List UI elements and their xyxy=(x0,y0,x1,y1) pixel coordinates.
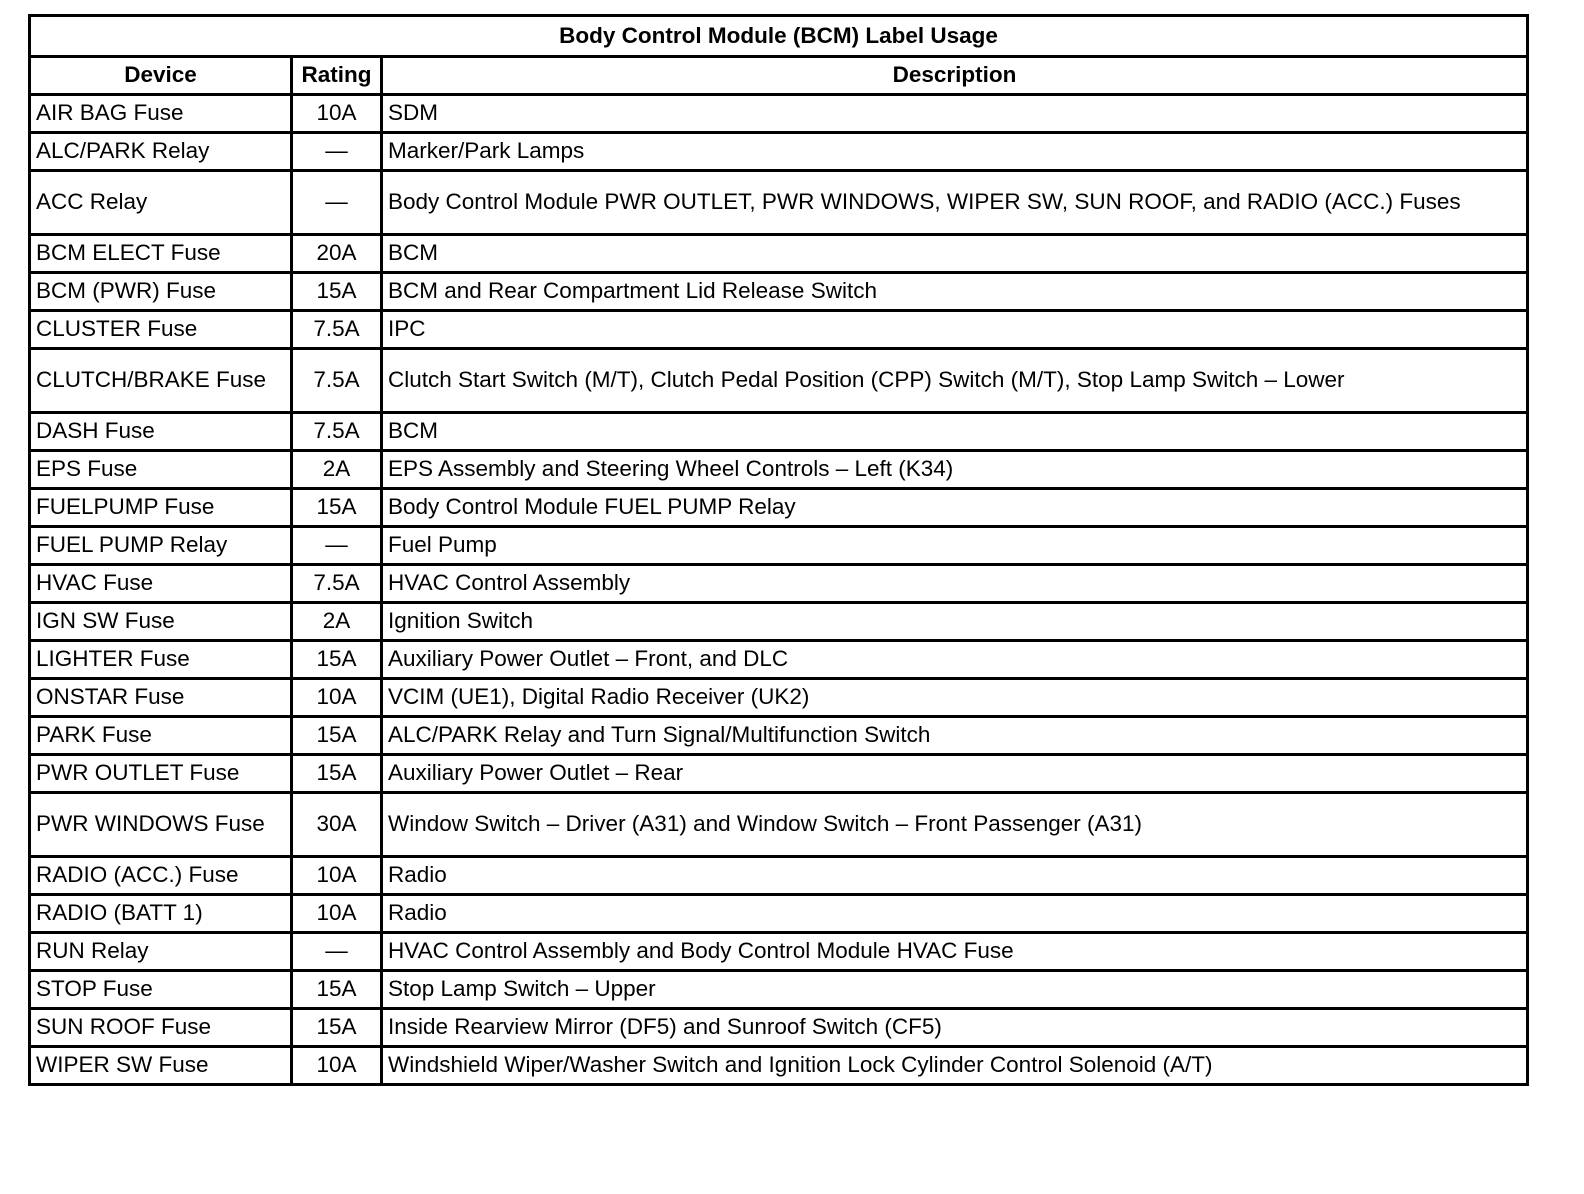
table-row xyxy=(30,273,1528,311)
device-cell: EPS Fuse xyxy=(30,451,292,489)
rating-cell: — xyxy=(292,133,382,171)
rating-cell: 7.5A xyxy=(292,311,382,349)
table-row xyxy=(30,641,1528,679)
rating-cell: 15A xyxy=(292,273,382,311)
table-row xyxy=(30,1009,1528,1047)
device-cell: LIGHTER Fuse xyxy=(30,641,292,679)
description-cell: BCM and Rear Compartment Lid Release Switch xyxy=(382,273,1528,311)
rating-cell: 10A xyxy=(292,679,382,717)
table-title-row xyxy=(30,16,1528,57)
description-cell: Windshield Wiper/Washer Switch and Ignition Lock Cylinder Control Solenoid (A/T) xyxy=(382,1047,1528,1085)
description-cell: Inside Rearview Mirror (DF5) and Sunroof Switch (CF5) xyxy=(382,1009,1528,1047)
device-cell: CLUSTER Fuse xyxy=(30,311,292,349)
description-cell: Auxiliary Power Outlet – Front, and DLC xyxy=(382,641,1528,679)
table-row xyxy=(30,755,1528,793)
rating-cell: 10A xyxy=(292,895,382,933)
table-row xyxy=(30,857,1528,895)
description-cell: Body Control Module PWR OUTLET, PWR WINDOWS, WIPER SW, SUN ROOF, and RADIO (ACC.) Fuses xyxy=(382,171,1528,235)
table-header-row xyxy=(30,57,1528,95)
table-row xyxy=(30,793,1528,857)
description-cell: Radio xyxy=(382,857,1528,895)
rating-cell: 10A xyxy=(292,1047,382,1085)
rating-cell: 20A xyxy=(292,235,382,273)
device-cell: STOP Fuse xyxy=(30,971,292,1009)
device-cell: PARK Fuse xyxy=(30,717,292,755)
table-row xyxy=(30,349,1528,413)
device-cell: SUN ROOF Fuse xyxy=(30,1009,292,1047)
description-cell: Window Switch – Driver (A31) and Window Switch – Front Passenger (A31) xyxy=(382,793,1528,857)
rating-cell: 2A xyxy=(292,603,382,641)
table-row xyxy=(30,971,1528,1009)
rating-cell: 7.5A xyxy=(292,413,382,451)
description-cell: Marker/Park Lamps xyxy=(382,133,1528,171)
device-cell: IGN SW Fuse xyxy=(30,603,292,641)
description-cell: VCIM (UE1), Digital Radio Receiver (UK2) xyxy=(382,679,1528,717)
column-header-rating: Rating xyxy=(292,57,382,95)
table-row xyxy=(30,133,1528,171)
table-row xyxy=(30,717,1528,755)
rating-cell: 15A xyxy=(292,755,382,793)
rating-cell: 10A xyxy=(292,95,382,133)
table-row xyxy=(30,171,1528,235)
table-row xyxy=(30,1047,1528,1085)
device-cell: BCM (PWR) Fuse xyxy=(30,273,292,311)
rating-cell: 15A xyxy=(292,971,382,1009)
table-row xyxy=(30,413,1528,451)
device-cell: BCM ELECT Fuse xyxy=(30,235,292,273)
table-title: Body Control Module (BCM) Label Usage xyxy=(30,16,1528,57)
description-cell: BCM xyxy=(382,413,1528,451)
description-cell: ALC/PARK Relay and Turn Signal/Multifunction Switch xyxy=(382,717,1528,755)
description-cell: Ignition Switch xyxy=(382,603,1528,641)
description-cell: Fuel Pump xyxy=(382,527,1528,565)
bcm-label-usage-table xyxy=(28,14,1529,1086)
table-row xyxy=(30,95,1528,133)
device-cell: PWR WINDOWS Fuse xyxy=(30,793,292,857)
description-cell: Body Control Module FUEL PUMP Relay xyxy=(382,489,1528,527)
table-row xyxy=(30,451,1528,489)
rating-cell: 7.5A xyxy=(292,349,382,413)
description-cell: SDM xyxy=(382,95,1528,133)
rating-cell: 15A xyxy=(292,489,382,527)
rating-cell: 10A xyxy=(292,857,382,895)
table-row xyxy=(30,489,1528,527)
rating-cell: 15A xyxy=(292,1009,382,1047)
table-row xyxy=(30,235,1528,273)
description-cell: Stop Lamp Switch – Upper xyxy=(382,971,1528,1009)
description-cell: Radio xyxy=(382,895,1528,933)
column-header-device: Device xyxy=(30,57,292,95)
description-cell: BCM xyxy=(382,235,1528,273)
device-cell: FUEL PUMP Relay xyxy=(30,527,292,565)
device-cell: CLUTCH/BRAKE Fuse xyxy=(30,349,292,413)
device-cell: RUN Relay xyxy=(30,933,292,971)
table-row xyxy=(30,679,1528,717)
rating-cell: 15A xyxy=(292,717,382,755)
description-cell: HVAC Control Assembly xyxy=(382,565,1528,603)
column-header-description: Description xyxy=(382,57,1528,95)
description-cell: EPS Assembly and Steering Wheel Controls – Left (K34) xyxy=(382,451,1528,489)
table-row xyxy=(30,565,1528,603)
table-row xyxy=(30,933,1528,971)
rating-cell: — xyxy=(292,527,382,565)
description-cell: IPC xyxy=(382,311,1528,349)
rating-cell: — xyxy=(292,933,382,971)
table-row xyxy=(30,895,1528,933)
rating-cell: 2A xyxy=(292,451,382,489)
device-cell: ONSTAR Fuse xyxy=(30,679,292,717)
rating-cell: 15A xyxy=(292,641,382,679)
device-cell: HVAC Fuse xyxy=(30,565,292,603)
device-cell: WIPER SW Fuse xyxy=(30,1047,292,1085)
device-cell: PWR OUTLET Fuse xyxy=(30,755,292,793)
table-row xyxy=(30,527,1528,565)
device-cell: AIR BAG Fuse xyxy=(30,95,292,133)
rating-cell: 30A xyxy=(292,793,382,857)
table-row xyxy=(30,603,1528,641)
device-cell: DASH Fuse xyxy=(30,413,292,451)
device-cell: FUELPUMP Fuse xyxy=(30,489,292,527)
table-row xyxy=(30,311,1528,349)
description-cell: Auxiliary Power Outlet – Rear xyxy=(382,755,1528,793)
device-cell: RADIO (BATT 1) xyxy=(30,895,292,933)
device-cell: ALC/PARK Relay xyxy=(30,133,292,171)
rating-cell: — xyxy=(292,171,382,235)
description-cell: HVAC Control Assembly and Body Control Module HVAC Fuse xyxy=(382,933,1528,971)
device-cell: ACC Relay xyxy=(30,171,292,235)
device-cell: RADIO (ACC.) Fuse xyxy=(30,857,292,895)
rating-cell: 7.5A xyxy=(292,565,382,603)
description-cell: Clutch Start Switch (M/T), Clutch Pedal Position (CPP) Switch (M/T), Stop Lamp Switch – Lower xyxy=(382,349,1528,413)
